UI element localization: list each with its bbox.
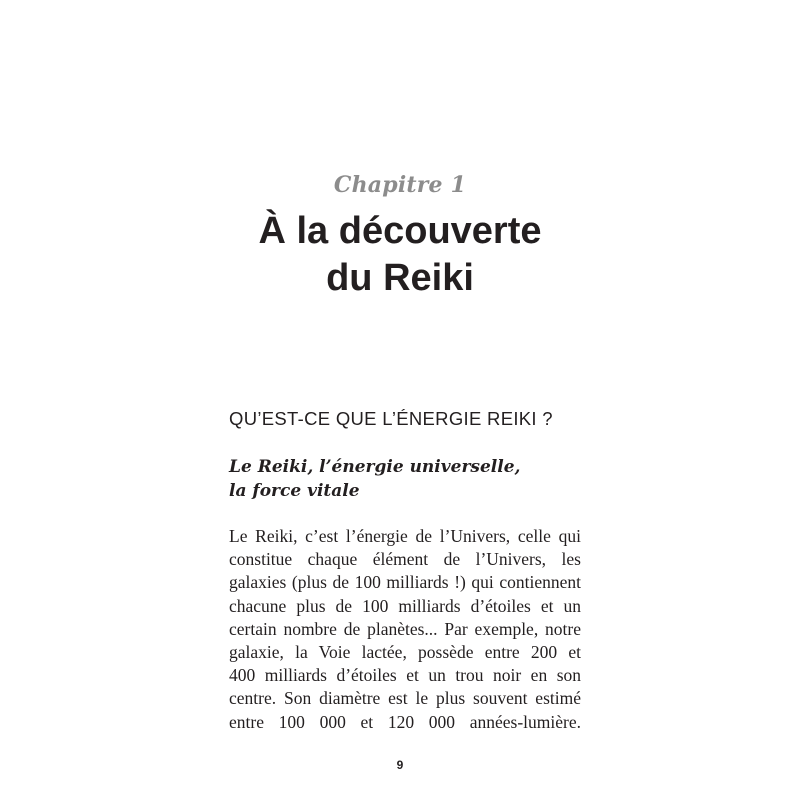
chapter-label: Chapitre 1 — [333, 172, 467, 198]
body-line: entre 100 000 et 120 000 années-lumière. — [229, 711, 581, 732]
body-line: certain nombre de planètes... Par exemple, notre — [229, 618, 581, 639]
section-heading: QU’EST-CE QUE L’ÉNERGIE REIKI ? — [229, 408, 553, 429]
sub-heading-line: Le Reiki, l’énergie universelle, — [229, 457, 521, 477]
body-line: constitue chaque élément de l’Univers, les — [229, 549, 581, 570]
chapter-title-line: du Reiki — [326, 257, 474, 299]
body-line: centre. Son diamètre est le plus souvent estimé — [229, 688, 581, 709]
body-paragraph — [229, 525, 581, 734]
body-line: chacune plus de 100 milliards d’étoiles et un — [229, 595, 581, 616]
chapter-title-line: À la découverte — [258, 210, 542, 252]
chapter-title — [0, 208, 800, 302]
sub-heading — [229, 455, 589, 503]
sub-heading-line: la force vitale — [229, 481, 360, 501]
body-line: galaxie, la Voie lactée, possède entre 200 et — [229, 642, 581, 663]
body-line: galaxies (plus de 100 milliards !) qui contiennent — [229, 572, 581, 593]
page-number: 9 — [396, 758, 404, 772]
body-line: 400 milliards d’étoiles et un trou noir en son — [229, 665, 581, 686]
body-line: Le Reiki, c’est l’énergie de l’Univers, celle qui — [229, 526, 581, 546]
